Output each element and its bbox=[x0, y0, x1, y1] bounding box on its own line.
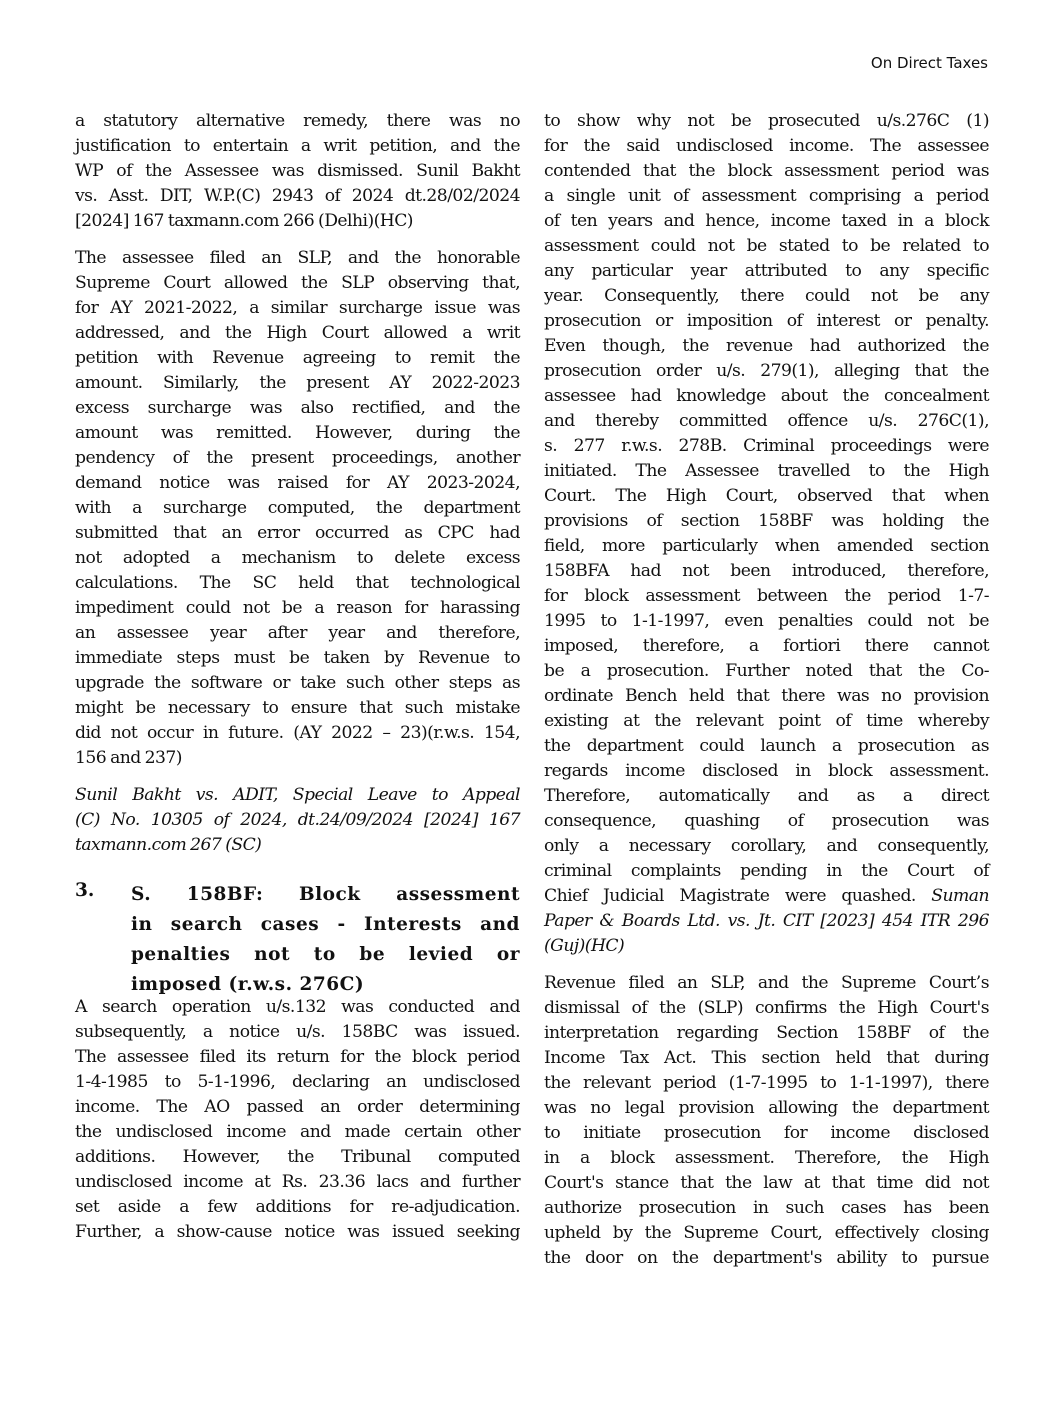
text-line: 158BFA had not been introduced, therefore, bbox=[544, 561, 989, 581]
text-line: petition with Revenue agreeing to remit the bbox=[75, 348, 520, 368]
section-heading bbox=[75, 880, 520, 1000]
text-line: a single unit of assessment comprising a period bbox=[544, 186, 989, 206]
text-line: [2024] 167 taxmann.com 266 (Delhi)(HC) bbox=[75, 211, 413, 231]
text-line: Supreme Court allowed the SLP observing that, bbox=[75, 273, 520, 293]
text-line: might be necessary to ensure that such mistake bbox=[75, 698, 520, 718]
text-line: did not occur in future. (AY 2022 – 23)(r.w.s. 154, bbox=[75, 723, 520, 743]
left-column bbox=[75, 109, 520, 1257]
heading-line: penalties not to be levied or bbox=[131, 944, 520, 965]
text-line: Court's stance that the law at that time did not bbox=[544, 1173, 989, 1193]
text-line: in a block assessment. Therefore, the High bbox=[544, 1148, 989, 1168]
text-line: any particular year attributed to any specific bbox=[544, 261, 989, 281]
text-line: and thereby committed offence u/s. 276C(1), bbox=[544, 411, 989, 431]
text-line: excess surcharge was also rectified, and the bbox=[75, 398, 520, 418]
text-line: 1995 to 1-1-1997, even penalties could not be bbox=[544, 611, 989, 631]
text-line: a statutory alternative remedy, there was no bbox=[75, 111, 520, 131]
citation-start: Suman bbox=[931, 886, 989, 906]
text-line: provisions of section 158BF was holding the bbox=[544, 511, 989, 531]
text-line: an assessee year after year and therefore, bbox=[75, 623, 520, 643]
text-line: A search operation u/s.132 was conducted and bbox=[75, 997, 520, 1017]
running-header: On Direct Taxes bbox=[870, 54, 988, 72]
text-line: demand notice was raised for AY 2023-2024, bbox=[75, 473, 520, 493]
text-line: upgrade the software or take such other steps as bbox=[75, 673, 520, 693]
text-line: for the said undisclosed income. The assessee bbox=[544, 136, 989, 156]
paragraph-search-operation bbox=[75, 995, 520, 1245]
case-citation-line: Paper & Boards Ltd. vs. Jt. CIT [2023] 454 ITR 296 bbox=[544, 911, 989, 931]
text-line: pendency of the present proceedings, another bbox=[75, 448, 520, 468]
text-line: be a prosecution. Further noted that the Co- bbox=[544, 661, 989, 681]
heading-line: imposed (r.w.s. 276C) bbox=[131, 974, 365, 995]
text-line: WP of the Assessee was dismissed. Sunil Bakht bbox=[75, 161, 520, 181]
text-line: vs. Asst. DIT, W.P.(C) 2943 of 2024 dt.28/02/2024 bbox=[75, 186, 520, 206]
text-line: only a necessary corollary, and consequently, bbox=[544, 836, 989, 856]
paragraph-wp-dismissal bbox=[75, 109, 520, 234]
paragraph-slp-allowed bbox=[75, 246, 520, 771]
text-line: Court. The High Court, observed that when bbox=[544, 486, 989, 506]
text-line: undisclosed income at Rs. 23.36 lacs and further bbox=[75, 1172, 520, 1192]
text-line: the undisclosed income and made certain other bbox=[75, 1122, 520, 1142]
text-line: prosecution order u/s. 279(1), alleging that the bbox=[544, 361, 989, 381]
text-line: with a surcharge computed, the department bbox=[75, 498, 520, 518]
text-line: dismissal of the (SLP) confirms the High Court's bbox=[544, 998, 989, 1018]
text-line: initiated. The Assessee travelled to the High bbox=[544, 461, 989, 481]
right-column bbox=[544, 109, 989, 1283]
text-line: immediate steps must be taken by Revenue to bbox=[75, 648, 520, 668]
paragraph-prosecution-facts bbox=[544, 109, 989, 959]
text-line: amount. Similarly, the present AY 2022-2023 bbox=[75, 373, 520, 393]
text-line: to show why not be prosecuted u/s.276C (1) bbox=[544, 111, 989, 131]
text-line: to initiate prosecution for income disclosed bbox=[544, 1123, 989, 1143]
heading-line: S. 158BF: Block assessment bbox=[131, 884, 520, 905]
text-line: submitted that an error occurred as CPC had bbox=[75, 523, 520, 543]
text-line: Therefore, automatically and as a direct bbox=[544, 786, 989, 806]
text-line: justification to entertain a writ petition, and the bbox=[75, 136, 520, 156]
text-line: upheld by the Supreme Court, effectively closing bbox=[544, 1223, 989, 1243]
section-number: 3. bbox=[75, 880, 95, 901]
text-line: 156 and 237) bbox=[75, 748, 182, 768]
paragraph-slp-dismissal bbox=[544, 971, 989, 1271]
text-line: income. The AO passed an order determining bbox=[75, 1097, 520, 1117]
text-line: taxmann.com 267 (SC) bbox=[75, 835, 262, 855]
text-line: subsequently, a notice u/s. 158BC was issued. bbox=[75, 1022, 520, 1042]
text-line: 1-4-1985 to 5-1-1996, declaring an undisclosed bbox=[75, 1072, 520, 1092]
text-line: assessee had knowledge about the concealment bbox=[544, 386, 989, 406]
case-citation bbox=[75, 783, 520, 858]
text-line: Even though, the revenue had authorized the bbox=[544, 336, 989, 356]
text-line: criminal complaints pending in the Court of bbox=[544, 861, 989, 881]
text-line: amount was remitted. However, during the bbox=[75, 423, 520, 443]
text-line: existing at the relevant point of time whereby bbox=[544, 711, 989, 731]
text-segment: Chief Judicial Magistrate were quashed. bbox=[544, 886, 932, 906]
text-line: additions. However, the Tribunal computed bbox=[75, 1147, 520, 1167]
text-line: year. Consequently, there could not be any bbox=[544, 286, 989, 306]
text-line: Income Tax Act. This section held that during bbox=[544, 1048, 989, 1068]
text-line: addressed, and the High Court allowed a writ bbox=[75, 323, 520, 343]
text-line: Revenue filed an SLP, and the Supreme Court’s bbox=[544, 973, 989, 993]
text-line: authorize prosecution in such cases has been bbox=[544, 1198, 989, 1218]
text-line: the door on the department's ability to pursue bbox=[544, 1248, 989, 1268]
text-line: consequence, quashing of prosecution was bbox=[544, 811, 989, 831]
text-line: imposed, therefore, a fortiori there cannot bbox=[544, 636, 989, 656]
text-line: The assessee filed its return for the block period bbox=[75, 1047, 520, 1067]
text-line: The assessee filed an SLP, and the honorable bbox=[75, 248, 520, 268]
text-line: prosecution or imposition of interest or penalty. bbox=[544, 311, 989, 331]
text-line: set aside a few additions for re-adjudication. bbox=[75, 1197, 520, 1217]
text-line bbox=[544, 884, 989, 909]
text-line: for block assessment between the period 1-7- bbox=[544, 586, 989, 606]
case-citation-line: (Guj)(HC) bbox=[544, 936, 625, 956]
text-line: the relevant period (1-7-1995 to 1-1-1997), there bbox=[544, 1073, 989, 1093]
text-line: regards income disclosed in block assessment. bbox=[544, 761, 989, 781]
text-line: field, more particularly when amended section bbox=[544, 536, 989, 556]
text-line: assessment could not be stated to be related to bbox=[544, 236, 989, 256]
text-line: of ten years and hence, income taxed in a block bbox=[544, 211, 989, 231]
text-line: Further, a show-cause notice was issued seeking bbox=[75, 1222, 520, 1242]
heading-line: in search cases - Interests and bbox=[131, 914, 520, 935]
text-line: contended that the block assessment period was bbox=[544, 161, 989, 181]
text-line: the department could launch a prosecution as bbox=[544, 736, 989, 756]
text-line: (C) No. 10305 of 2024, dt.24/09/2024 [2024] 167 bbox=[75, 810, 520, 830]
text-line: ordinate Bench held that there was no provision bbox=[544, 686, 989, 706]
text-line: for AY 2021-2022, a similar surcharge issue was bbox=[75, 298, 520, 318]
text-line: interpretation regarding Section 158BF of the bbox=[544, 1023, 989, 1043]
text-line: impediment could not be a reason for harassing bbox=[75, 598, 520, 618]
text-line: calculations. The SC held that technological bbox=[75, 573, 520, 593]
text-line: s. 277 r.w.s. 278B. Criminal proceedings were bbox=[544, 436, 989, 456]
text-line: Sunil Bakht vs. ADIT, Special Leave to Appeal bbox=[75, 785, 520, 805]
text-line: was no legal provision allowing the department bbox=[544, 1098, 989, 1118]
text-line: not adopted a mechanism to delete excess bbox=[75, 548, 520, 568]
